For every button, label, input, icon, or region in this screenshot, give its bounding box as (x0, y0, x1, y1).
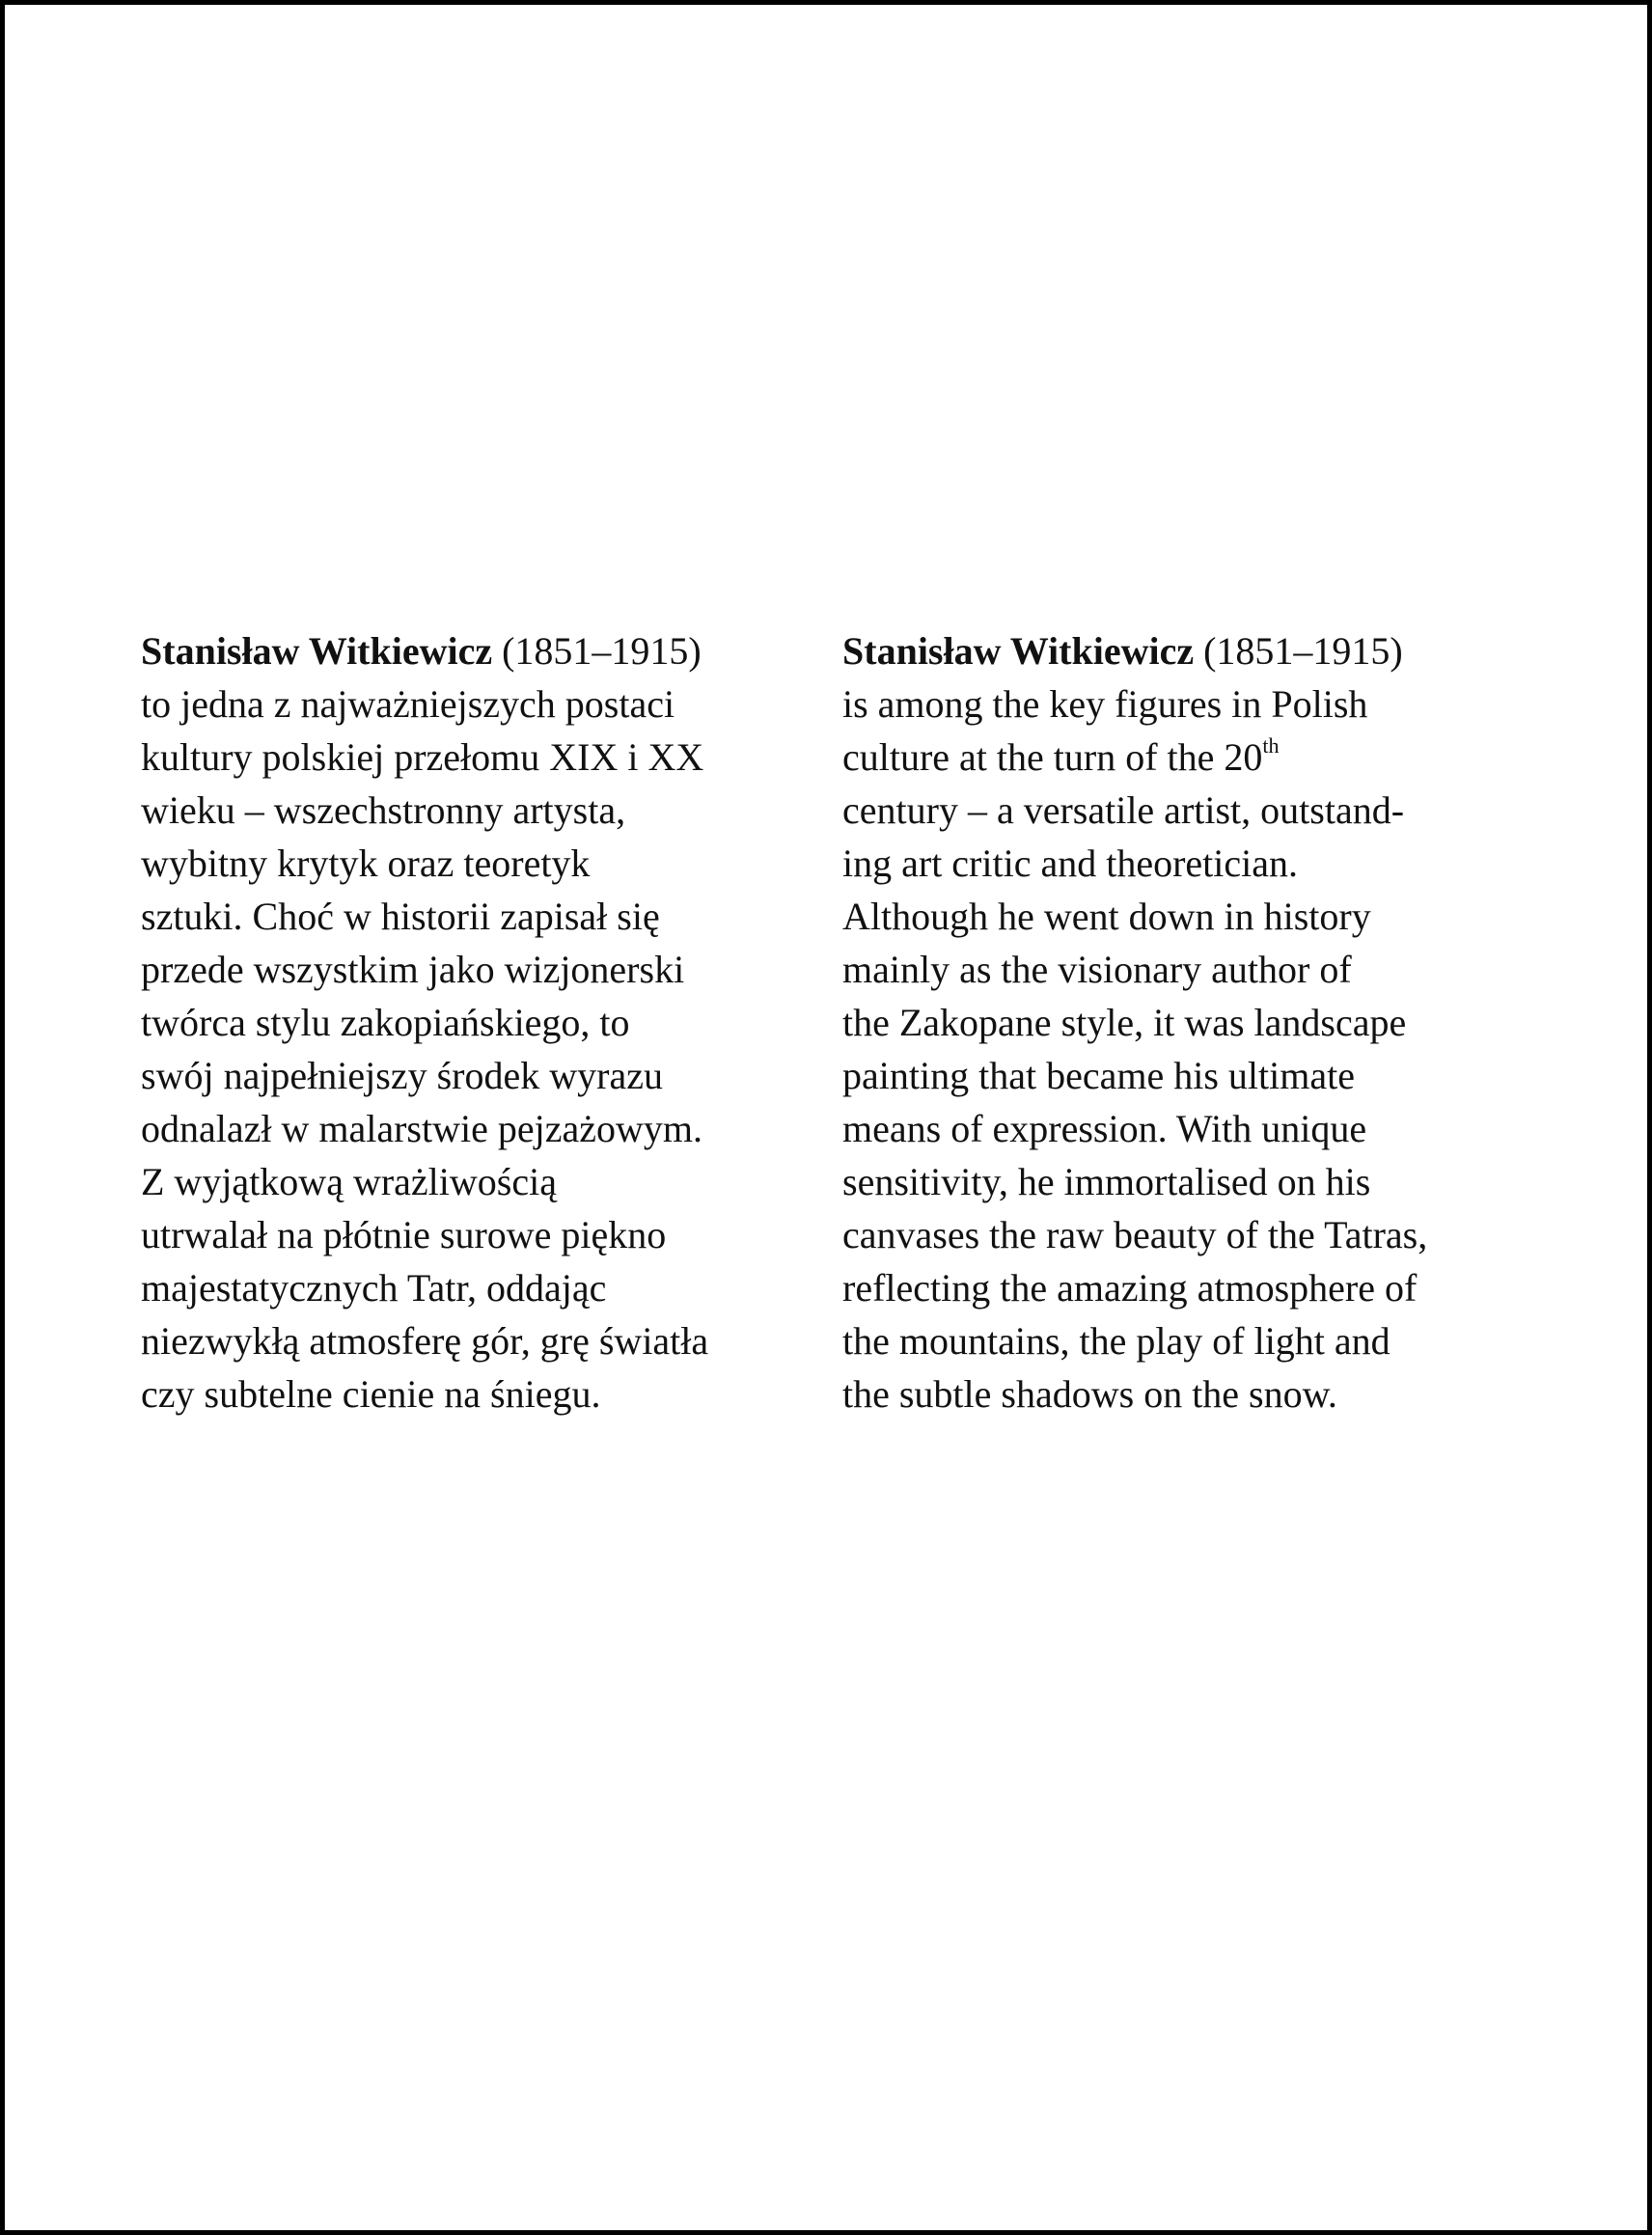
polish-artist-name: Stanisław Witkiewicz (141, 629, 493, 673)
polish-text-line: wieku – wszechstronny artysta, (141, 788, 626, 832)
english-line-text: culture at the turn of the 20 (842, 735, 1263, 779)
english-text-line: sensitivity, he immortalised on his (842, 1160, 1371, 1203)
english-text-line: painting that became his ultimate (842, 1054, 1355, 1097)
english-text-line: reflecting the amazing atmosphere of (842, 1266, 1418, 1310)
english-text-line: canvases the raw beauty of the Tatras, (842, 1213, 1428, 1256)
english-heading-line (842, 624, 1518, 677)
english-text-line: is among the key figures in Polish (842, 682, 1368, 726)
polish-text-line: to jedna z najważniejszych postaci (141, 682, 675, 726)
english-text-line: mainly as the visionary author of (842, 948, 1352, 991)
polish-text-line: niezwykłą atmosferę gór, grę światła (141, 1319, 709, 1363)
polish-text-line: odnalazł w malarstwie pejzażowym. (141, 1107, 702, 1150)
polish-text-line: majestatycznych Tatr, oddając (141, 1266, 607, 1310)
ordinal-superscript: th (1262, 733, 1280, 758)
english-text-line: the subtle shadows on the snow. (842, 1372, 1337, 1416)
english-text-line: means of expression. With unique (842, 1107, 1367, 1150)
polish-text-line: kultury polskiej przełomu XIX i XX (141, 735, 704, 779)
polish-text-column (141, 624, 816, 1421)
polish-text-line: sztuki. Choć w historii zapisał się (141, 895, 660, 938)
polish-text-line: utrwalał na płótnie surowe piękno (141, 1213, 667, 1256)
polish-text-line: czy subtelne cienie na śniegu. (141, 1372, 601, 1416)
english-text-line-with-superscript (842, 731, 1518, 784)
polish-text-line: wybitny krytyk oraz teoretyk (141, 842, 591, 885)
polish-artist-dates: (1851–1915) (492, 629, 702, 673)
polish-text-line: swój najpełniejszy środek wyrazu (141, 1054, 663, 1097)
english-text-column (842, 624, 1518, 1421)
polish-heading-line (141, 624, 816, 677)
english-artist-name: Stanisław Witkiewicz (842, 629, 1195, 673)
english-text-line: ing art critic and theoretician. (842, 842, 1299, 885)
polish-text-line: przede wszystkim jako wizjonerski (141, 948, 685, 991)
english-artist-dates: (1851–1915) (1194, 629, 1403, 673)
english-text-line: the Zakopane style, it was landscape (842, 1001, 1407, 1044)
english-text-line: century – a versatile artist, outstand- (842, 788, 1405, 832)
english-text-line: the mountains, the play of light and (842, 1319, 1390, 1363)
polish-text-line: Z wyjątkową wrażliwością (141, 1160, 557, 1203)
polish-text-line: twórca stylu zakopiańskiego, to (141, 1001, 630, 1044)
english-text-line: Although he went down in history (842, 895, 1371, 938)
